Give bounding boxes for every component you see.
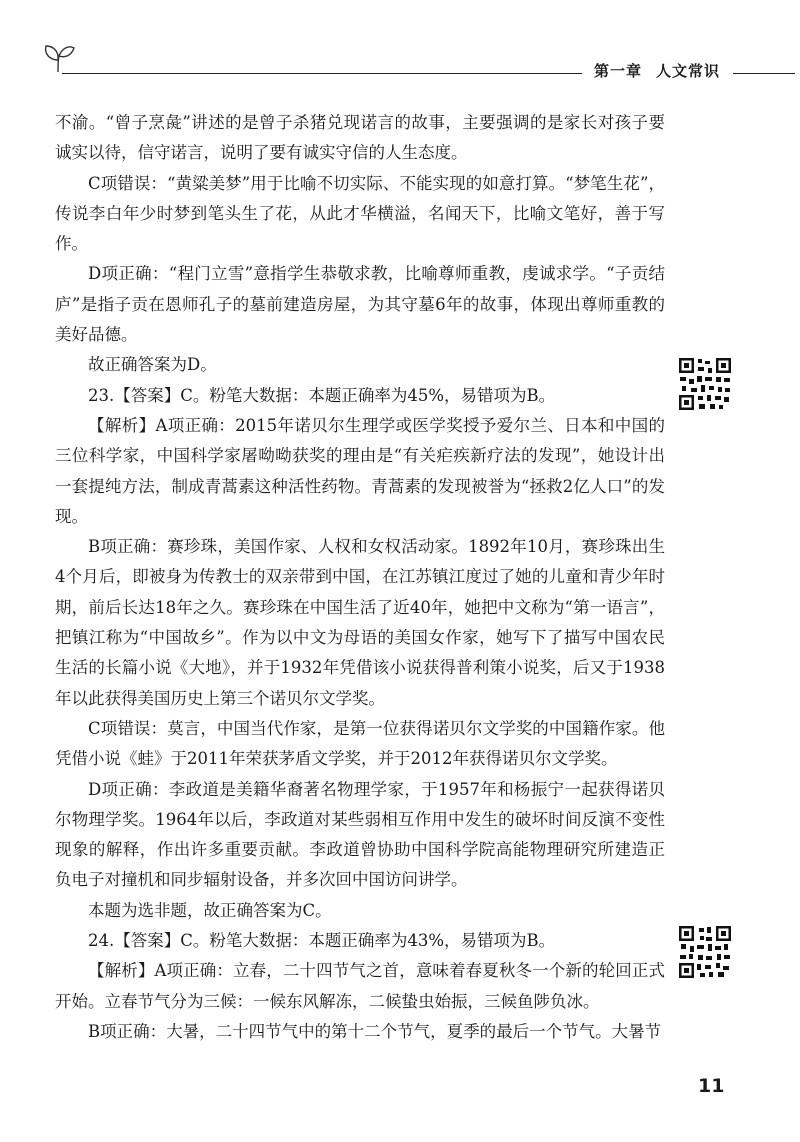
page-number: 11 <box>698 1075 725 1097</box>
paragraph: C项错误：莫言，中国当代作家，是第一位获得诺贝尔文学奖的中国籍作家。他凭借小说《蛙》于2011年荣获茅盾文学奖，并于2012年获得诺贝尔文学奖。 <box>55 718 665 769</box>
paragraph: 故正确答案为D。 <box>88 355 217 375</box>
section-label: 人文常识 <box>656 62 721 80</box>
chapter-title <box>594 60 720 81</box>
paragraph: 不渝。“曾子烹彘”讲述的是曾子杀猪兑现诺言的故事，主要强调的是家长对孩子要诚实以待，信守诺言，说明了要有诚实守信的人生态度。 <box>55 113 665 163</box>
qr-code-icon[interactable] <box>678 357 732 411</box>
sprout-icon <box>38 38 78 78</box>
analysis-paragraph: 【解析】A项正确：2015年诺贝尔生理学或医学奖授予爱尔兰、日本和中国的三位科学家，中国科学家屠呦呦获奖的理由是“有关疟疾新疗法的发现”，她设计出一套提纯方法，制成青蒿素这种活性药物。青蒿素的发现被誉为“拯救2亿人口”的发现。 <box>55 415 665 526</box>
chapter-label: 第一章 <box>594 62 643 80</box>
header-rule-right <box>733 73 795 74</box>
paragraph: D项正确：“程门立雪”意指学生恭敬求教，比喻尊师重教，虔诚求学。“子贡结庐”是指子贡在恩师孔子的墓前建造房屋，为其守墓6年的故事，体现出尊师重教的美好品德。 <box>55 264 665 345</box>
paragraph: 本题为选非题，故正确答案为C。 <box>88 900 332 920</box>
header-rule-left <box>62 73 582 74</box>
qr-code-icon[interactable] <box>678 925 732 979</box>
page-body <box>55 108 665 1047</box>
page-header <box>0 0 800 90</box>
paragraph: B项正确：大暑，二十四节气中的第十二个节气，夏季的最后一个节气。大暑节 <box>88 1021 662 1041</box>
paragraph: B项正确：赛珍珠，美国作家、人权和女权活动家。1892年10月，赛珍珠出生4个月后，即被身为传教士的双亲带到中国，在江苏镇江度过了她的儿童和青少年时期，前后长达18年之久。赛珍珠在中国生活了近40年，她把中文称为“第一语言”，把镇江称为“中国故乡”。作为以中文为母语的美国女作家，她写下了描写中国农民生活的长篇小说《大地》，并于1932年凭借该小说获得普利策小说奖，后又于1938年以此获得美国历史上第三个诺贝尔文学奖。 <box>55 537 665 708</box>
analysis-paragraph: 【解析】A项正确：立春，二十四节气之首，意味着春夏秋冬一个新的轮回正式开始。立春节气分为三候：一候东风解冻，二候蛰虫始振，三候鱼陟负冰。 <box>55 961 665 1011</box>
paragraph: D项正确：李政道是美籍华裔著名物理学家，于1957年和杨振宁一起获得诺贝尔物理学奖。1964年以后，李政道对某些弱相互作用中发生的破坏时间反演不变性现象的解释，作出许多重要贡献。李政道曾协助中国科学院高能物理研究所建造正负电子对撞机和同步辐射设备，并多次回中国访问讲学。 <box>55 779 665 890</box>
answer-line-24: 24.【答案】C。粉笔大数据：本题正确率为43%，易错项为B。 <box>88 931 556 951</box>
answer-line-23: 23.【答案】C。粉笔大数据：本题正确率为45%，易错项为B。 <box>88 385 556 405</box>
paragraph: C项错误：“黄粱美梦”用于比喻不切实际、不能实现的如意打算。“梦笔生花”，传说李白年少时梦到笔头生了花，从此才华横溢，名闻天下，比喻文笔好，善于写作。 <box>55 173 665 254</box>
